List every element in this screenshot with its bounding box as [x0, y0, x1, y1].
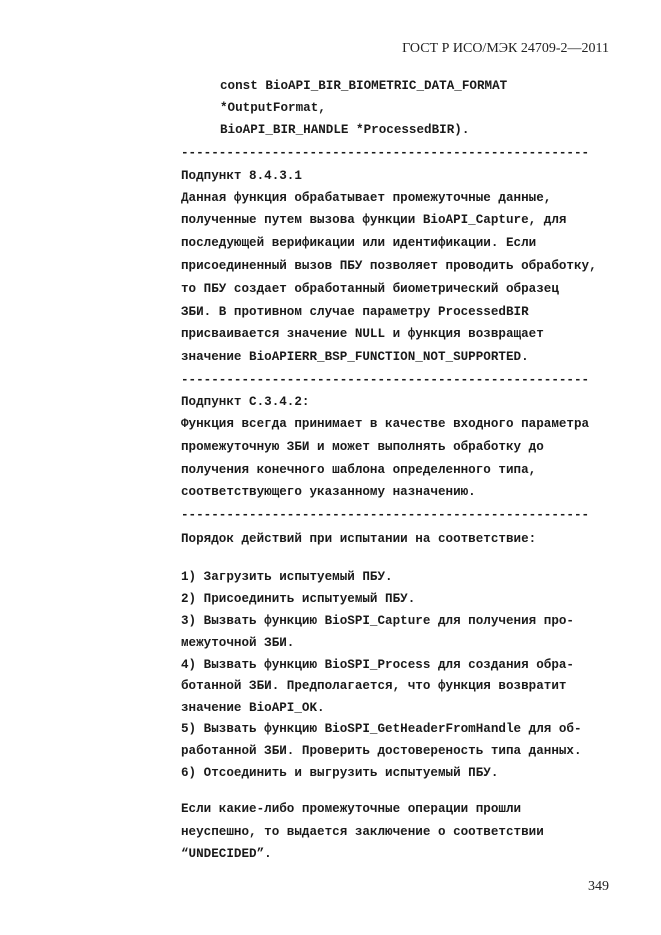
text-line: значение BioAPI_OK.: [181, 701, 325, 715]
text-line: работанной ЗБИ. Проверить достовереность типа данных.: [181, 744, 582, 758]
text-line: 3) Вызвать функцию BioSPI_Capture для получения про-: [181, 614, 574, 628]
text-line: Подпункт 8.4.3.1: [181, 169, 302, 183]
text-line: получения конечного шаблона определенного типа,: [181, 463, 537, 477]
separator-line: ------------------------------------------------------: [181, 373, 590, 387]
text-line: последующей верификации или идентификации. Если: [181, 236, 537, 250]
running-header: ГОСТ Р ИСО/МЭК 24709-2—2011: [402, 41, 609, 56]
text-line: соответствующего указанному назначению.: [181, 485, 476, 499]
text-line: промежуточную ЗБИ и может выполнять обработку до: [181, 440, 544, 454]
text-line: Функция всегда принимает в качестве входного параметра: [181, 417, 590, 431]
code-line: *OutputFormat,: [220, 101, 326, 115]
text-line: Данная функция обрабатывает промежуточные данные,: [181, 191, 552, 205]
separator-line: ------------------------------------------------------: [181, 508, 590, 522]
text-line: 5) Вызвать функцию BioSPI_GetHeaderFromHandle для об-: [181, 722, 582, 736]
text-line: неуспешно, то выдается заключение о соответствии: [181, 825, 544, 839]
text-line: “UNDECIDED”.: [181, 847, 272, 861]
text-line: присваивается значение NULL и функция возвращает: [181, 327, 544, 341]
text-line: Подпункт C.3.4.2:: [181, 395, 310, 409]
text-line: значение BioAPIERR_BSP_FUNCTION_NOT_SUPPORTED.: [181, 350, 529, 364]
text-line: 6) Отсоединить и выгрузить испытуемый ПБУ.: [181, 766, 499, 780]
text-line: ЗБИ. В противном случае параметру ProcessedBIR: [181, 305, 529, 319]
text-line: 2) Присоединить испытуемый ПБУ.: [181, 592, 416, 606]
text-line: присоединенный вызов ПБУ позволяет проводить обработку,: [181, 259, 597, 273]
text-line: 1) Загрузить испытуемый ПБУ.: [181, 570, 393, 584]
text-line: то ПБУ создает обработанный биометрический образец: [181, 282, 559, 296]
text-line: ботанной ЗБИ. Предполагается, что функция возвратит: [181, 679, 567, 693]
text-line: межуточной ЗБИ.: [181, 636, 295, 650]
text-line: полученные путем вызова функции BioAPI_Capture, для: [181, 213, 567, 227]
text-line: 4) Вызвать функцию BioSPI_Process для создания обра-: [181, 658, 574, 672]
code-line: BioAPI_BIR_HANDLE *ProcessedBIR).: [220, 123, 470, 137]
text-line: Если какие-либо промежуточные операции прошли: [181, 802, 522, 816]
code-line: const BioAPI_BIR_BIOMETRIC_DATA_FORMAT: [220, 79, 508, 93]
text-line: Порядок действий при испытании на соответствие:: [181, 532, 537, 546]
page-number: 349: [588, 879, 609, 894]
separator-line: ------------------------------------------------------: [181, 146, 590, 160]
